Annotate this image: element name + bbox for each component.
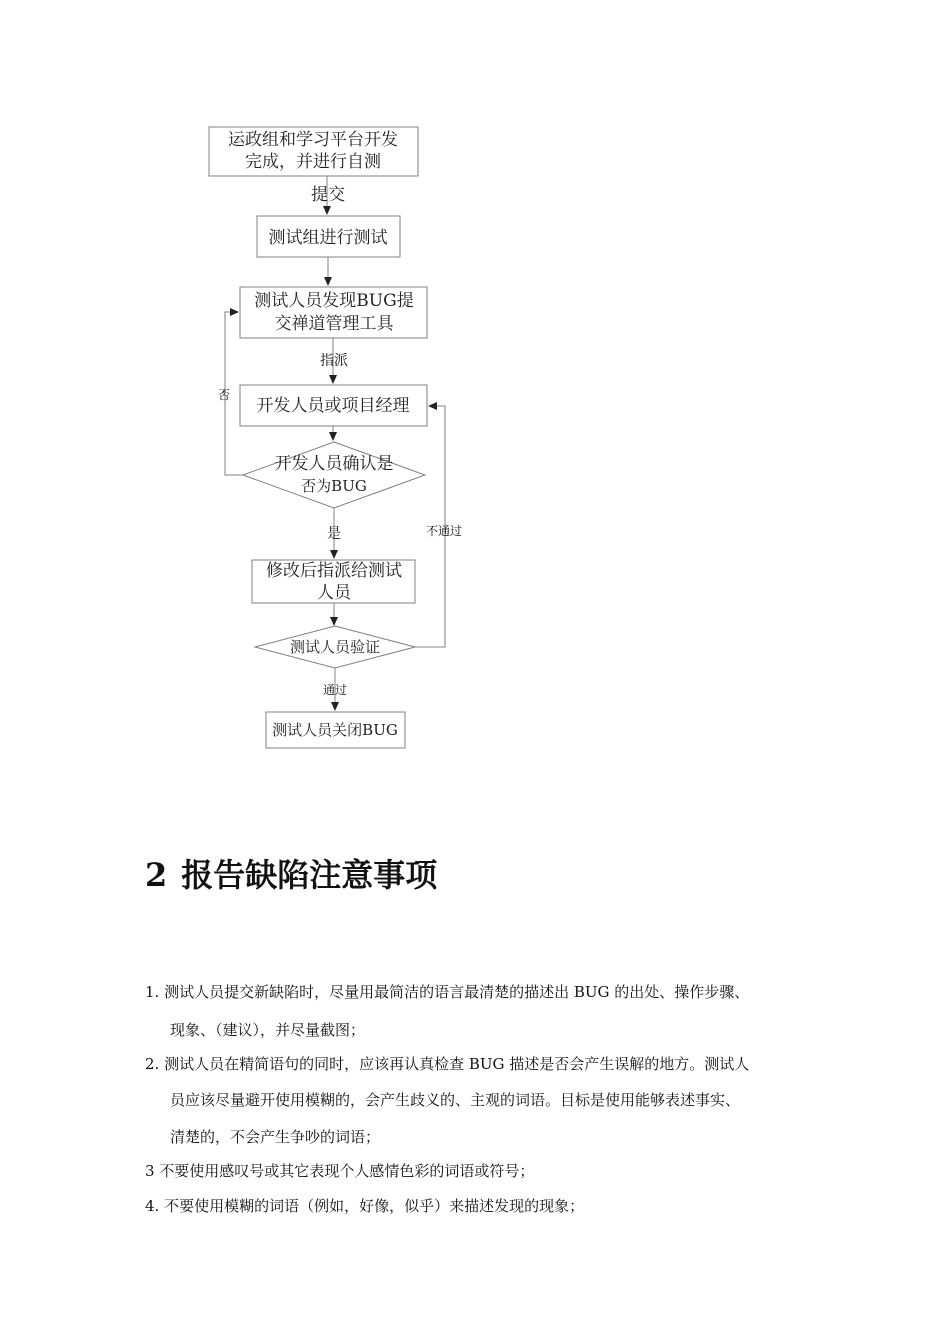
node-close-bug-label: 测试人员关闭BUG (272, 721, 398, 739)
list-item-1-line-2: 现象、（建议），并尽量截图； (170, 1021, 366, 1039)
decision-is-bug-line1: 开发人员确认是 (274, 454, 394, 474)
section-heading (145, 850, 437, 896)
node-dev-done-line1: 运政组和学习平台开发 (228, 130, 398, 150)
node-fix-assign-line1: 修改后指派给测试 (266, 561, 402, 581)
list-item-2-line-3: 清楚的，不会产生争吵的词语； (170, 1128, 381, 1146)
decision-verify (255, 626, 415, 668)
edge-pass-label: 通过 (322, 683, 348, 697)
list-item-2-line-1: 2. 测试人员在精简语句的同时，应该再认真检查 BUG 描述是否会产生误解的地方。测试人 (145, 1055, 750, 1073)
node-fix-assign-line2: 人员 (317, 583, 351, 603)
section-number: 2 (145, 856, 168, 894)
section-title: 报告缺陷注意事项 (181, 856, 438, 894)
node-dev-done (209, 127, 418, 176)
edge-assign-label: 指派 (320, 353, 348, 369)
node-close-bug (266, 712, 405, 748)
edge-yes-label: 是 (327, 526, 341, 542)
list-item-1-line-1: 1. 测试人员提交新缺陷时，尽量用最简洁的语言最清楚的描述出 BUG 的出处、操作步骤、 (145, 983, 750, 1001)
node-dev-done-line2: 完成，并进行自测 (245, 152, 381, 172)
node-report-bug-line2: 交禅道管理工具 (274, 314, 394, 334)
edge-no-label: 否 (217, 388, 231, 402)
node-fix-assign (252, 560, 415, 603)
edge-submit-label: 提交 (311, 185, 345, 205)
node-test-group-label: 测试组进行测试 (268, 228, 388, 248)
node-dev-or-pm-label: 开发人员或项目经理 (256, 396, 410, 416)
node-test-group (257, 216, 400, 257)
list-item-2-line-2: 员应该尽量避开使用模糊的，会产生歧义的、主观的词语。目标是使用能够表述事实、 (170, 1091, 741, 1109)
node-report-bug (240, 287, 427, 338)
list-item-4-line-1: 4. 不要使用模糊的词语（例如，好像，似乎）来描述发现的现象； (145, 1197, 585, 1215)
decision-verify-label: 测试人员验证 (289, 638, 381, 656)
node-dev-or-pm (240, 385, 427, 426)
decision-is-bug (243, 442, 425, 508)
decision-is-bug-line2: 否为BUG (301, 477, 367, 495)
edge-fail-label: 不通过 (425, 524, 463, 538)
node-report-bug-line1: 测试人员发现BUG提 (254, 291, 414, 311)
list-item-3-line-1: 3 不要使用感叹号或其它表现个人感情色彩的词语或符号； (145, 1162, 535, 1180)
